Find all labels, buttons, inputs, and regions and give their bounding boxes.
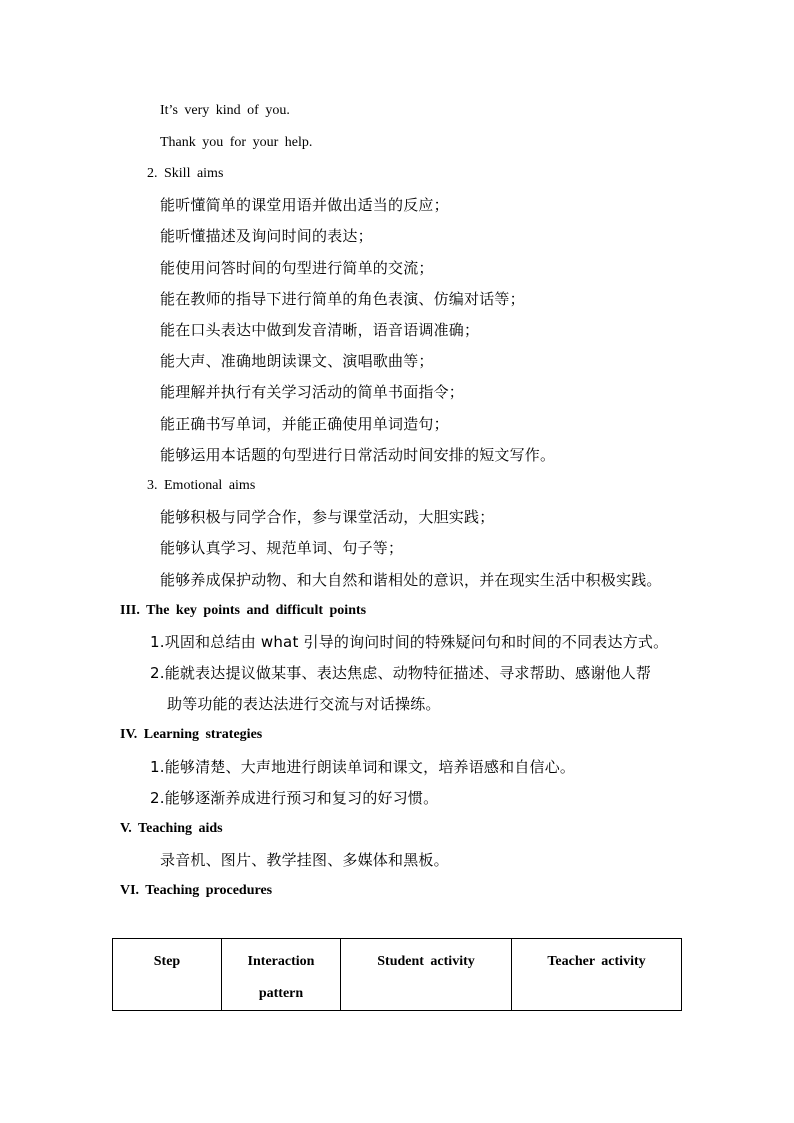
skill-aim-item: 能在口头表达中做到发音清晰，语音语调准确； bbox=[160, 321, 480, 339]
header-cell-step bbox=[113, 939, 222, 1011]
header-teacher-activity-label: Teacher activity bbox=[547, 954, 646, 969]
skill-aim-item: 能大声、准确地朗读课文、演唱歌曲等； bbox=[160, 352, 434, 370]
teaching-procedures-heading: VI. Teaching procedures bbox=[120, 883, 273, 898]
learning-strategy-item: 2.能够逐渐养成进行预习和复习的好习惯。 bbox=[150, 789, 439, 807]
emotional-aim-item: 能够积极与同学合作，参与课堂活动，大胆实践； bbox=[160, 508, 495, 526]
header-student-activity-label: Student activity bbox=[377, 954, 475, 969]
header-pattern-label: pattern bbox=[258, 986, 304, 1001]
skill-aim-item: 能使用问答时间的句型进行简单的交流； bbox=[160, 259, 434, 277]
emotional-aims-heading: 3. Emotional aims bbox=[147, 478, 256, 493]
skill-aim-item: 能听懂简单的课堂用语并做出适当的反应； bbox=[160, 196, 449, 214]
header-cell-student-activity bbox=[341, 939, 512, 1011]
emotional-aim-item: 能够养成保护动物、和大自然和谐相处的意识，并在现实生活中积极实践。 bbox=[160, 571, 662, 589]
skill-aim-item: 能理解并执行有关学习活动的简单书面指令； bbox=[160, 383, 465, 401]
skill-aim-item: 能正确书写单词，并能正确使用单词造句； bbox=[160, 415, 449, 433]
teaching-procedures-table bbox=[112, 938, 682, 1011]
phrase-line: It’s very kind of you. bbox=[160, 103, 290, 118]
header-interaction-label: Interaction bbox=[247, 954, 315, 969]
header-cell-teacher-activity bbox=[512, 939, 682, 1011]
emotional-aim-item: 能够认真学习、规范单词、句子等； bbox=[160, 539, 404, 557]
table-header-row bbox=[113, 939, 682, 1011]
key-point-item: 1.巩固和总结由 what 引导的询问时间的特殊疑问句和时间的不同表达方式。 bbox=[150, 633, 669, 651]
phrase-line: Thank you for your help. bbox=[160, 135, 313, 150]
skill-aim-item: 能听懂描述及询问时间的表达； bbox=[160, 227, 373, 245]
key-points-heading: III. The key points and difficult points bbox=[120, 603, 367, 618]
skill-aims-heading: 2. Skill aims bbox=[147, 166, 224, 181]
learning-strategy-item: 1.能够清楚、大声地进行朗读单词和课文，培养语感和自信心。 bbox=[150, 758, 576, 776]
header-step-label: Step bbox=[153, 954, 181, 969]
teaching-aids-heading: V. Teaching aids bbox=[120, 821, 223, 836]
skill-aim-item: 能在教师的指导下进行简单的角色表演、仿编对话等； bbox=[160, 290, 525, 308]
key-point-item-continuation: 助等功能的表达法进行交流与对话操练。 bbox=[167, 695, 441, 713]
key-point-item: 2.能就表达提议做某事、表达焦虑、动物特征描述、寻求帮助、感谢他人帮 bbox=[150, 664, 652, 682]
learning-strategies-heading: IV. Learning strategies bbox=[120, 727, 263, 742]
teaching-aids-text: 录音机、图片、教学挂图、多媒体和黑板。 bbox=[160, 851, 449, 869]
header-cell-interaction bbox=[222, 939, 341, 1011]
skill-aim-item: 能够运用本话题的句型进行日常活动时间安排的短文写作。 bbox=[160, 446, 556, 464]
